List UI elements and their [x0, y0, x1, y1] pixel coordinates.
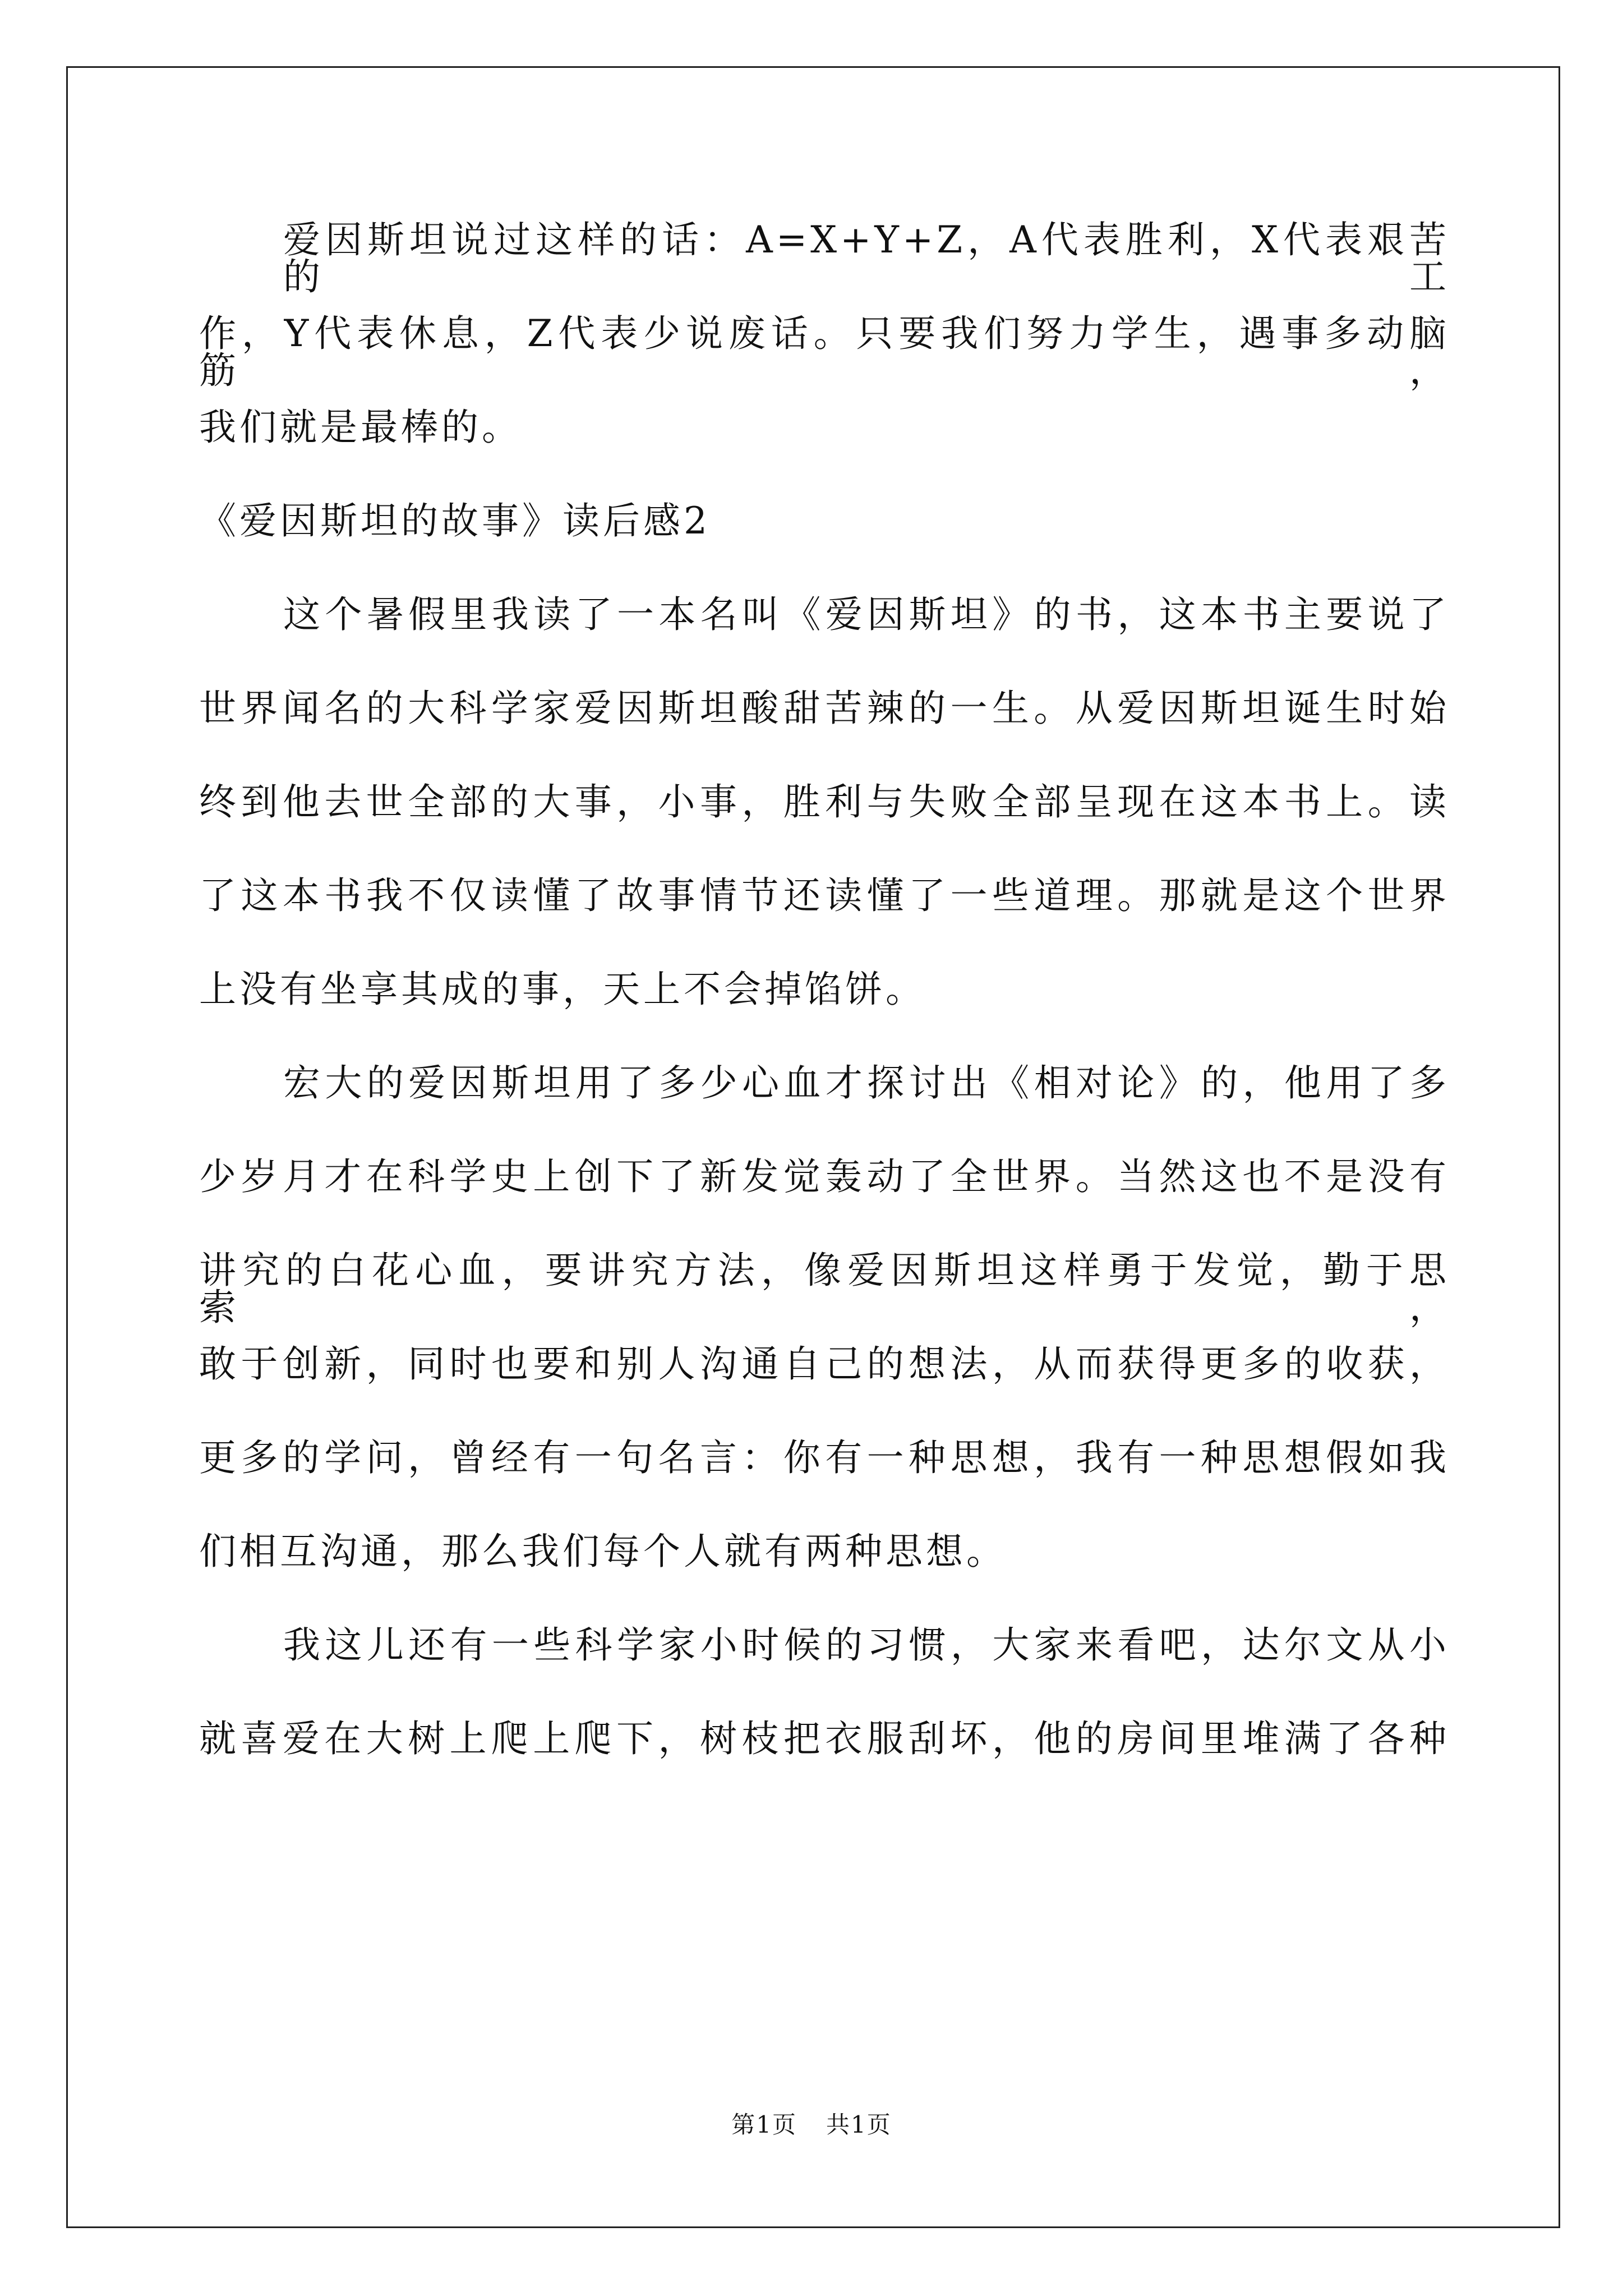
paragraph-line: 作，Y代表休息，Z代表少说废话。只要我们努力学生，遇事多动脑筋，: [199, 312, 1450, 392]
paragraph-line: 敢于创新，同时也要和别人沟通自己的想法，从而获得更多的收获，: [199, 1342, 1450, 1386]
page-footer: [0, 2106, 1623, 2140]
paragraph-line: 们相互沟通，那么我们每个人就有两种思想。: [199, 1530, 1007, 1573]
section-heading: 《爱因斯坦的故事》读后感2: [199, 499, 711, 542]
paragraph-line: 上没有坐享其成的事，天上不会掉馅饼。: [199, 968, 926, 1011]
paragraph-line: 这个暑假里我读了一本名叫《爱因斯坦》的书，这本书主要说了: [283, 593, 1450, 636]
page-total: 共1页: [826, 2111, 892, 2138]
page-number: 第1页: [731, 2111, 797, 2138]
paragraph-line: 宏大的爱因斯坦用了多少心血才探讨出《相对论》的，他用了多: [283, 1061, 1450, 1105]
paragraph-line: 终到他去世全部的大事，小事，胜利与失败全部呈现在这本书上。读: [199, 780, 1450, 823]
document-body: [199, 218, 1450, 1760]
paragraph-line: 更多的学问，曾经有一句名言：你有一种思想，我有一种思想假如我: [199, 1436, 1450, 1479]
paragraph-line: 爱因斯坦说过这样的话：A=X+Y+Z，A代表胜利，X代表艰苦的工: [283, 218, 1450, 298]
paragraph-line: 我这儿还有一些科学家小时候的习惯，大家来看吧，达尔文从小: [283, 1623, 1450, 1667]
paragraph-line: 讲究的白花心血，要讲究方法，像爱因斯坦这样勇于发觉，勤于思索，: [199, 1249, 1450, 1329]
paragraph-line: 少岁月才在科学史上创下了新发觉轰动了全世界。当然这也不是没有: [199, 1155, 1450, 1198]
paragraph-line: 世界闻名的大科学家爱因斯坦酸甜苦辣的一生。从爱因斯坦诞生时始: [199, 687, 1450, 730]
paragraph-line: 我们就是最棒的。: [199, 406, 522, 449]
paragraph-line: 了这本书我不仅读懂了故事情节还读懂了一些道理。那就是这个世界: [199, 874, 1450, 917]
paragraph-line: 就喜爱在大树上爬上爬下，树枝把衣服刮坏，他的房间里堆满了各种: [199, 1717, 1450, 1760]
